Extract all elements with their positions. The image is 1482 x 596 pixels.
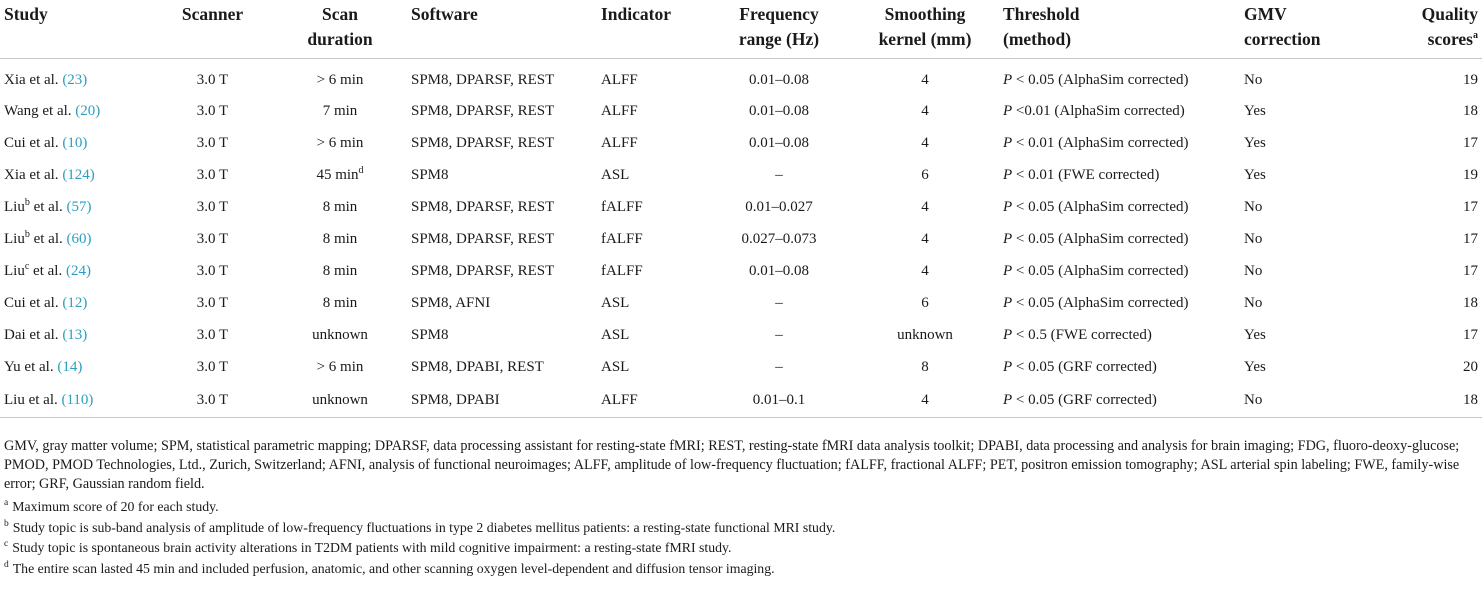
study-author: Xia et al.	[4, 166, 59, 183]
p-symbol: P	[1003, 71, 1013, 88]
header-indicator: Indicator	[601, 4, 671, 24]
cell-frequency-range: 0.027–0.073	[741, 230, 817, 247]
cell-smoothing-kernel: unknown	[897, 326, 953, 343]
threshold-value: <0.01 (AlphaSim corrected)	[1012, 102, 1185, 119]
reference-link[interactable]: (57)	[66, 198, 92, 215]
cell-study	[0, 159, 152, 191]
p-symbol: P	[1003, 358, 1013, 375]
study-et-al: et al.	[29, 262, 63, 279]
study-author: Yu et al.	[4, 358, 54, 375]
cell-indicator: fALFF	[601, 262, 643, 279]
header-quality-scores: Quality scores$^a$	[1421, 4, 1478, 49]
cell-quality-score: 19	[1463, 166, 1478, 183]
cell-scanner: 3.0 T	[196, 294, 229, 311]
cell-gmv-correction: No	[1244, 198, 1263, 215]
duration-value: 7 min	[322, 102, 358, 119]
table-row	[0, 287, 1482, 319]
table-header	[0, 0, 1482, 59]
p-symbol: P	[1003, 166, 1013, 183]
study-author: Liu	[4, 230, 25, 247]
header-frequency-range: Frequency range (Hz)	[738, 4, 820, 49]
header-scanner: Scanner	[181, 4, 244, 24]
footnote-a	[4, 497, 1478, 518]
table-body	[0, 59, 1482, 418]
cell-scanner: 3.0 T	[196, 358, 229, 375]
cell-gmv-correction: Yes	[1244, 102, 1266, 119]
footnotes	[4, 497, 1478, 579]
study-author: Cui et al.	[4, 294, 59, 311]
footnote-text: The entire scan lasted 45 min and included perfusion, anatomic, and other scanning oxygen level-dependent and diffusion tensor imaging.	[12, 560, 775, 576]
cell-study	[0, 351, 152, 383]
cell-indicator: ALFF	[601, 102, 638, 119]
threshold-value: < 0.05 (GRF corrected)	[1012, 391, 1157, 408]
cell-quality-score: 18	[1463, 391, 1478, 408]
cell-threshold	[999, 383, 1240, 418]
duration-value: 45 min	[316, 166, 359, 183]
cell-scanner: 3.0 T	[196, 230, 229, 247]
table-row	[0, 59, 1482, 96]
cell-threshold	[999, 59, 1240, 96]
cell-scan-duration	[273, 383, 407, 418]
cell-gmv-correction: No	[1244, 262, 1263, 279]
cell-study	[0, 223, 152, 255]
footnote-d	[4, 559, 1478, 580]
p-symbol: P	[1003, 294, 1013, 311]
cell-scanner: 3.0 T	[196, 391, 229, 408]
cell-smoothing-kernel: 4	[921, 198, 929, 215]
cell-frequency-range: 0.01–0.1	[752, 391, 806, 408]
p-symbol: P	[1003, 262, 1013, 279]
cell-study	[0, 127, 152, 159]
cell-scan-duration	[273, 319, 407, 351]
threshold-value: < 0.05 (AlphaSim corrected)	[1012, 71, 1189, 88]
threshold-value: < 0.01 (AlphaSim corrected)	[1012, 134, 1189, 151]
footnote-mark: d	[358, 164, 364, 176]
cell-smoothing-kernel: 4	[921, 134, 929, 151]
threshold-value: < 0.05 (AlphaSim corrected)	[1012, 230, 1189, 247]
cell-scan-duration	[273, 95, 407, 127]
cell-indicator: ASL	[601, 166, 630, 183]
reference-link[interactable]: (10)	[62, 134, 88, 151]
threshold-value: < 0.05 (AlphaSim corrected)	[1012, 198, 1189, 215]
cell-frequency-range: 0.01–0.08	[749, 102, 809, 119]
cell-threshold	[999, 287, 1240, 319]
table-row	[0, 351, 1482, 383]
cell-scanner: 3.0 T	[196, 262, 229, 279]
study-et-al: et al.	[29, 198, 63, 215]
cell-frequency-range: 0.01–0.08	[749, 71, 809, 88]
cell-smoothing-kernel: 4	[921, 71, 929, 88]
cell-software: SPM8, DPARSF, REST	[411, 198, 555, 215]
duration-value: 8 min	[322, 262, 358, 279]
reference-link[interactable]: (24)	[65, 262, 91, 279]
cell-threshold	[999, 191, 1240, 223]
cell-smoothing-kernel: 4	[921, 391, 929, 408]
cell-quality-score: 17	[1463, 134, 1478, 151]
cell-frequency-range: –	[775, 326, 783, 343]
cell-indicator: fALFF	[601, 198, 643, 215]
cell-scanner: 3.0 T	[196, 198, 229, 215]
footnote-mark: b	[4, 518, 9, 529]
table-row	[0, 159, 1482, 191]
footnote-mark: b	[24, 196, 30, 208]
reference-link[interactable]: (13)	[62, 326, 88, 343]
cell-quality-score: 19	[1463, 71, 1478, 88]
footnote-b	[4, 518, 1478, 539]
cell-scan-duration	[273, 59, 407, 96]
cell-study	[0, 319, 152, 351]
cell-smoothing-kernel: 6	[921, 166, 929, 183]
footnote-mark: c	[4, 539, 9, 550]
study-author: Wang et al.	[4, 102, 72, 119]
duration-value: unknown	[312, 391, 368, 408]
cell-scanner: 3.0 T	[196, 71, 229, 88]
duration-value: > 6 min	[316, 358, 364, 375]
cell-scan-duration	[273, 127, 407, 159]
cell-gmv-correction: Yes	[1244, 134, 1266, 151]
cell-indicator: ALFF	[601, 391, 638, 408]
footnote-mark: d	[4, 559, 9, 570]
cell-quality-score: 17	[1463, 326, 1478, 343]
cell-software: SPM8, DPABI	[411, 391, 500, 408]
cell-threshold	[999, 319, 1240, 351]
cell-frequency-range: –	[775, 294, 783, 311]
cell-study	[0, 59, 152, 96]
footnote-mark: a	[4, 498, 9, 509]
cell-indicator: ALFF	[601, 134, 638, 151]
table-row	[0, 95, 1482, 127]
study-author: Dai et al.	[4, 326, 59, 343]
table-row	[0, 383, 1482, 418]
duration-value: 8 min	[322, 230, 358, 247]
cell-study	[0, 255, 152, 287]
cell-frequency-range: –	[775, 166, 783, 183]
cell-threshold	[999, 127, 1240, 159]
reference-link[interactable]: (124)	[62, 166, 95, 183]
cell-scan-duration	[273, 191, 407, 223]
cell-scan-duration	[273, 287, 407, 319]
cell-software: SPM8, DPARSF, REST	[411, 134, 555, 151]
cell-software: SPM8, DPARSF, REST	[411, 230, 555, 247]
cell-smoothing-kernel: 4	[921, 262, 929, 279]
reference-link[interactable]: (14)	[57, 358, 83, 375]
p-symbol: P	[1003, 134, 1013, 151]
cell-smoothing-kernel: 4	[921, 102, 929, 119]
study-author: Xia et al.	[4, 71, 59, 88]
cell-indicator: ALFF	[601, 71, 638, 88]
table-row	[0, 223, 1482, 255]
cell-frequency-range: 0.01–0.08	[749, 262, 809, 279]
header-smoothing-kernel: Smoothing kernel (mm)	[878, 4, 972, 49]
cell-indicator: fALFF	[601, 230, 643, 247]
cell-scan-duration	[273, 255, 407, 287]
cell-gmv-correction: No	[1244, 71, 1263, 88]
cell-software: SPM8	[411, 166, 449, 183]
header-software: Software	[411, 4, 478, 24]
cell-gmv-correction: No	[1244, 230, 1263, 247]
cell-software: SPM8, DPARSF, REST	[411, 71, 555, 88]
footnote-mark: b	[24, 228, 30, 240]
footnote-c	[4, 538, 1478, 559]
reference-link[interactable]: (20)	[75, 102, 101, 119]
cell-software: SPM8, DPABI, REST	[411, 358, 544, 375]
cell-scan-duration	[273, 223, 407, 255]
study-author: Liu et al.	[4, 391, 58, 408]
cell-frequency-range: 0.01–0.027	[745, 198, 813, 215]
threshold-value: < 0.05 (AlphaSim corrected)	[1012, 262, 1189, 279]
cell-threshold	[999, 255, 1240, 287]
cell-quality-score: 20	[1463, 358, 1478, 375]
cell-gmv-correction: No	[1244, 294, 1263, 311]
abbreviations-note: GMV, gray matter volume; SPM, statistical parametric mapping; DPARSF, data processing assistant for resting-state fMRI; REST, resting-state fMRI data analysis toolkit; DPABI, data processing and analysis for brain imaging; FDG, fluoro-deoxy-glucose; PMOD, PMOD Technologies, Ltd., Zurich, Switzerland; AFNI, analysis of functional neuroimages; ALFF, amplitude of low-frequency fluctuation; fALFF, fractional ALFF; PET, positron emission tomography; ASL arterial spin labeling; FWE, family-wise error; GRF, Gaussian random field.	[4, 438, 1460, 492]
reference-link[interactable]: (12)	[62, 294, 88, 311]
reference-link[interactable]: (23)	[62, 71, 88, 88]
duration-value: > 6 min	[316, 71, 364, 88]
cell-quality-score: 18	[1463, 102, 1478, 119]
header-scan-duration: Scan duration	[307, 4, 373, 49]
cell-study	[0, 191, 152, 223]
footnote-text: Study topic is sub-band analysis of amplitude of low-frequency fluctuations in type 2 diabetes mellitus patients: a resting-state functional MRI study.	[12, 519, 836, 535]
cell-gmv-correction: No	[1244, 391, 1263, 408]
duration-value: 8 min	[322, 294, 358, 311]
reference-link[interactable]: (60)	[66, 230, 92, 247]
p-symbol: P	[1003, 391, 1013, 408]
cell-threshold	[999, 95, 1240, 127]
cell-smoothing-kernel: 4	[921, 230, 929, 247]
cell-quality-score: 18	[1463, 294, 1478, 311]
cell-software: SPM8, DPARSF, REST	[411, 262, 555, 279]
study-author: Liu	[4, 198, 25, 215]
cell-gmv-correction: Yes	[1244, 358, 1266, 375]
cell-scan-duration	[273, 159, 407, 191]
cell-threshold	[999, 351, 1240, 383]
threshold-value: < 0.01 (FWE corrected)	[1012, 166, 1160, 183]
header-study: Study	[4, 4, 48, 24]
cell-study	[0, 287, 152, 319]
p-symbol: P	[1003, 230, 1013, 247]
p-symbol: P	[1003, 326, 1013, 343]
cell-indicator: ASL	[601, 326, 630, 343]
cell-frequency-range: –	[775, 358, 783, 375]
cell-threshold	[999, 223, 1240, 255]
cell-software: SPM8, AFNI	[411, 294, 491, 311]
footnote-text: Study topic is spontaneous brain activity alterations in T2DM patients with mild cognitive impairment: a resting-state fMRI study.	[12, 540, 732, 555]
threshold-value: < 0.05 (AlphaSim corrected)	[1012, 294, 1189, 311]
cell-smoothing-kernel: 6	[921, 294, 929, 311]
duration-value: 8 min	[322, 198, 358, 215]
cell-smoothing-kernel: 8	[921, 358, 929, 375]
cell-gmv-correction: Yes	[1244, 166, 1266, 183]
cell-quality-score: 17	[1463, 262, 1478, 279]
cell-indicator: ASL	[601, 294, 630, 311]
cell-threshold	[999, 159, 1240, 191]
table-notes	[4, 437, 1478, 579]
cell-study	[0, 383, 152, 418]
p-symbol: P	[1003, 102, 1013, 119]
cell-quality-score: 17	[1463, 198, 1478, 215]
table-row	[0, 191, 1482, 223]
cell-quality-score: 17	[1463, 230, 1478, 247]
threshold-value: < 0.05 (GRF corrected)	[1012, 358, 1157, 375]
study-author: Cui et al.	[4, 134, 59, 151]
cell-scanner: 3.0 T	[196, 134, 229, 151]
study-author: Liu	[4, 262, 25, 279]
header-threshold: Threshold (method)	[1003, 4, 1080, 49]
table-row	[0, 319, 1482, 351]
duration-value: > 6 min	[316, 134, 364, 151]
footnote-text: Maximum score of 20 for each study.	[12, 499, 219, 514]
duration-value: unknown	[312, 326, 368, 343]
footnote-mark: c	[24, 260, 30, 272]
table-row	[0, 127, 1482, 159]
cell-scanner: 3.0 T	[196, 326, 229, 343]
cell-study	[0, 95, 152, 127]
header-gmv-correction: GMV correction	[1244, 4, 1321, 49]
cell-indicator: ASL	[601, 358, 630, 375]
table-row	[0, 255, 1482, 287]
cell-frequency-range: 0.01–0.08	[749, 134, 809, 151]
cell-software: SPM8, DPARSF, REST	[411, 102, 555, 119]
cell-gmv-correction: Yes	[1244, 326, 1266, 343]
reference-link[interactable]: (110)	[61, 391, 94, 408]
cell-scan-duration	[273, 351, 407, 383]
cell-scanner: 3.0 T	[196, 166, 229, 183]
cell-scanner: 3.0 T	[196, 102, 229, 119]
p-symbol: P	[1003, 198, 1013, 215]
threshold-value: < 0.5 (FWE corrected)	[1012, 326, 1152, 343]
study-et-al: et al.	[29, 230, 63, 247]
cell-software: SPM8	[411, 326, 449, 343]
